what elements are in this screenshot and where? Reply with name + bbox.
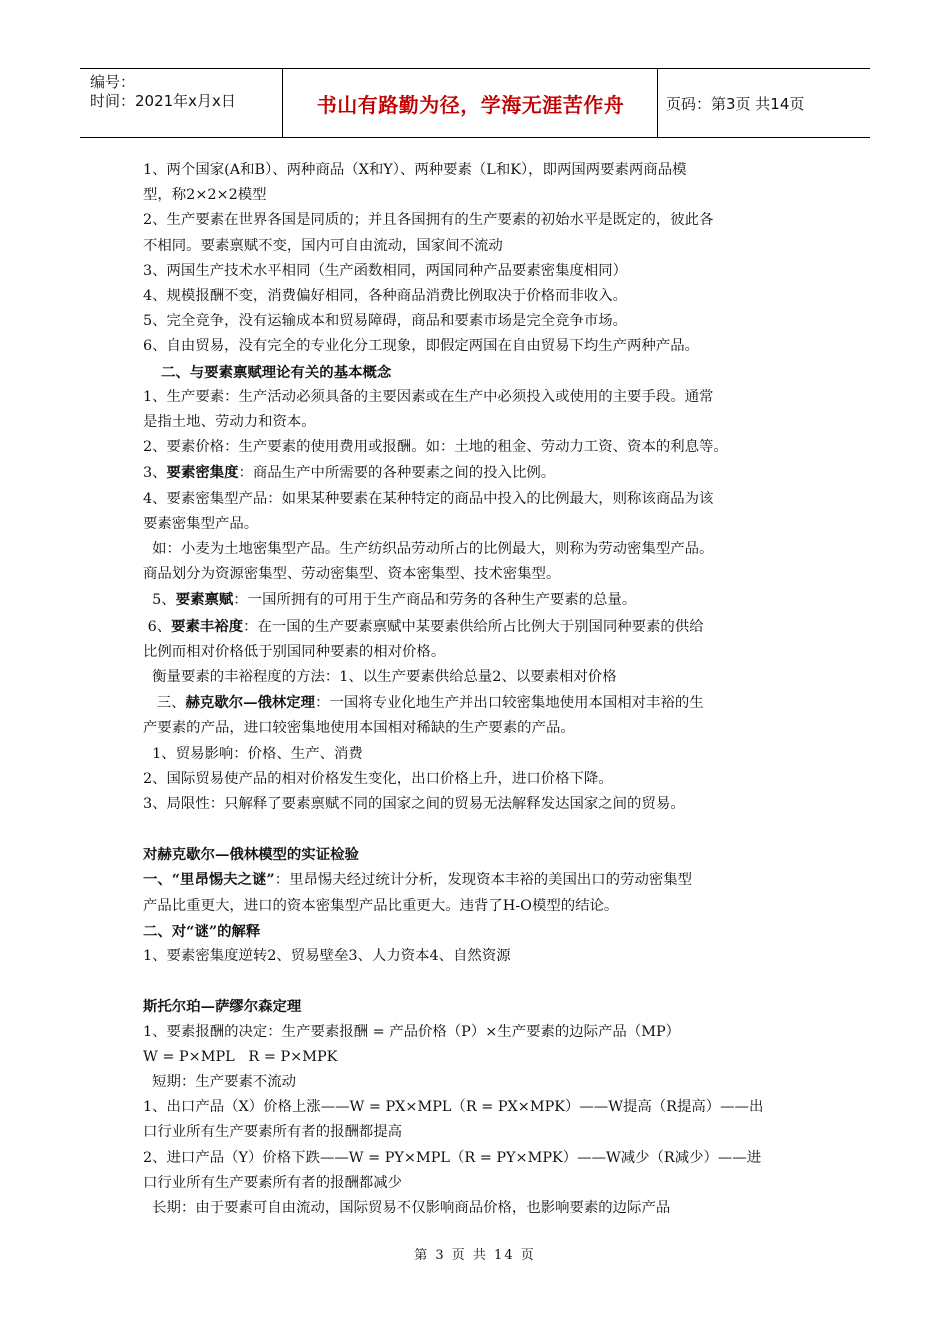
paragraph-line: 产品比重更大，进口的资本密集型产品比重更大。违背了H-O模型的结论。 (143, 897, 619, 914)
paragraph-line: 2、进口产品（Y）价格下跌——W = PY×MPL（R = PY×MPK）——W减少（R减少）——进 (143, 1149, 762, 1166)
paragraph-line: 3、局限性：只解释了要素禀赋不同的国家之间的贸易无法解释发达国家之间的贸易。 (143, 796, 685, 813)
paragraph-line: 商品划分为资源密集型、劳动密集型、资本密集型、技术密集型。 (143, 566, 561, 583)
paragraph-line: 不相同。要素禀赋不变，国内可自由流动，国家间不流动 (143, 237, 503, 254)
section-heading-stolper-samuelson: 斯托尔珀—萨缪尔森定理 (143, 998, 302, 1016)
paragraph-line: 是指土地、劳动力和资本。 (143, 414, 316, 431)
paragraph-line: 型，称2×2×2模型 (143, 187, 267, 204)
header-meta (80, 69, 283, 137)
text-span: 5、 (143, 592, 176, 609)
paragraph-line: 短期：生产要素不流动 (143, 1073, 297, 1090)
section-heading-empirical: 对赫克歇尔—俄林模型的实证检验 (143, 846, 359, 864)
document-time-label: 时间：2021年x月x日 (90, 92, 236, 110)
paragraph-line (143, 587, 818, 613)
paragraph-line: 长期：由于要素可自由流动，国际贸易不仅影响商品价格，也影响要素的边际产品 (143, 1199, 671, 1216)
paragraph-line: 2、要素价格：生产要素的使用费用或报酬。如：土地的租金、劳动力工资、资本的利息等。 (143, 439, 728, 456)
paragraph-line: 2、生产要素在世界各国是同质的；并且各国拥有的生产要素的初始水平是既定的，彼此各 (143, 212, 714, 229)
document-body (143, 158, 818, 1221)
text-span: ：在一国的生产要素禀赋中某要素供给所占比例大于别国同种要素的供给 (243, 618, 704, 635)
term-bold: 要素密集度 (166, 464, 239, 482)
paragraph-line: 2、国际贸易使产品的相对价格发生变化，出口价格上升，进口价格下降。 (143, 770, 613, 787)
spacer (143, 817, 818, 842)
paragraph-line: 3、两国生产技术水平相同（生产函数相同，两国同种产品要素密集度相同） (143, 262, 628, 279)
paragraph-line: 4、规模报酬不变，消费偏好相同，各种商品消费比例取决于价格而非收入。 (143, 288, 628, 305)
term-bold: 赫克歇尔—俄林定理 (185, 694, 316, 712)
text-span: 6、 (143, 618, 172, 635)
paragraph-line (143, 614, 818, 640)
paragraph-line: 口行业所有生产要素所有者的报酬都减少 (143, 1174, 403, 1191)
text-span: ：一国将专业化地生产并出口较密集地使用本国相对丰裕的生 (315, 695, 704, 712)
section-heading-concepts: 二、与要素禀赋理论有关的基本概念 (161, 363, 392, 381)
paragraph-line (143, 460, 818, 486)
section-heading-explanation: 二、对“谜”的解释 (143, 922, 261, 940)
term-bold: 一、“里昂惕夫之谜” (143, 871, 275, 889)
header-page-label: 页码：第3页 共14页 (666, 94, 805, 113)
page-header (80, 68, 870, 138)
paragraph-line: 口行业所有生产要素所有者的报酬都提高 (143, 1124, 403, 1141)
paragraph-line: 1、要素报酬的决定：生产要素报酬 = 产品价格（P）×生产要素的边际产品（MP） (143, 1023, 681, 1040)
paragraph-line: 如：小麦为土地密集型产品。生产纺织品劳动所占的比例最大，则称为劳动密集型产品。 (143, 541, 714, 558)
paragraph-line: 6、自由贸易，没有完全的专业化分工现象，即假定两国在自由贸易下均生产两种产品。 (143, 338, 700, 355)
paragraph-line (143, 867, 818, 893)
paragraph-line: 1、生产要素：生产活动必须具备的主要因素或在生产中必须投入或使用的主要手段。通常 (143, 388, 714, 405)
paragraph-line: 1、要素密集度逆转2、贸易壁垒3、人力资本4、自然资源 (143, 948, 511, 965)
paragraph-line: 4、要素密集型产品：如果某种要素在某种特定的商品中投入的比例最大，则称该商品为该 (143, 490, 714, 507)
text-span: 3、 (143, 465, 167, 482)
term-bold: 要素禀赋 (175, 591, 234, 609)
term-bold: 要素丰裕度 (171, 617, 244, 635)
paragraph-line: 1、出口产品（X）价格上涨——W = PX×MPL（R = PX×MPK）——W提高（R提高）——出 (143, 1099, 764, 1116)
paragraph-line: 衡量要素的丰裕程度的方法：1、以生产要素供给总量2、以要素相对价格 (143, 669, 617, 686)
paragraph-line: 5、完全竞争，没有运输成本和贸易障碍，商品和要素市场是完全竞争市场。 (143, 313, 628, 330)
text-span: ：里昂惕夫经过统计分析，发现资本丰裕的美国出口的劳动密集型 (274, 872, 693, 889)
paragraph-line: W = P×MPL R = P×MPK (143, 1048, 338, 1065)
header-motto: 书山有路勤为径，学海无涯苦作舟 (284, 69, 658, 137)
text-span: ：商品生产中所需要的各种要素之间的投入比例。 (238, 465, 556, 482)
paragraph-line: 1、贸易影响：价格、生产、消费 (143, 745, 363, 762)
paragraph-line: 1、两个国家(A和B）、两种商品（X和Y）、两种要素（L和K），即两国两要素两商品模 (143, 162, 687, 178)
paragraph-line: 产要素的产品，进口较密集地使用本国相对稀缺的生产要素的产品。 (143, 720, 575, 737)
paragraph-line: 比例而相对价格低于别国同种要素的相对价格。 (143, 643, 446, 660)
text-span: 三、 (143, 695, 186, 712)
paragraph-line (143, 690, 818, 716)
document-number-label: 编号： (90, 73, 136, 91)
page-footer: 第 3 页 共 14 页 (414, 1248, 536, 1263)
paragraph-line: 要素密集型产品。 (143, 515, 259, 532)
spacer (143, 969, 818, 994)
text-span: ：一国所拥有的可用于生产商品和劳务的各种生产要素的总量。 (233, 592, 637, 609)
